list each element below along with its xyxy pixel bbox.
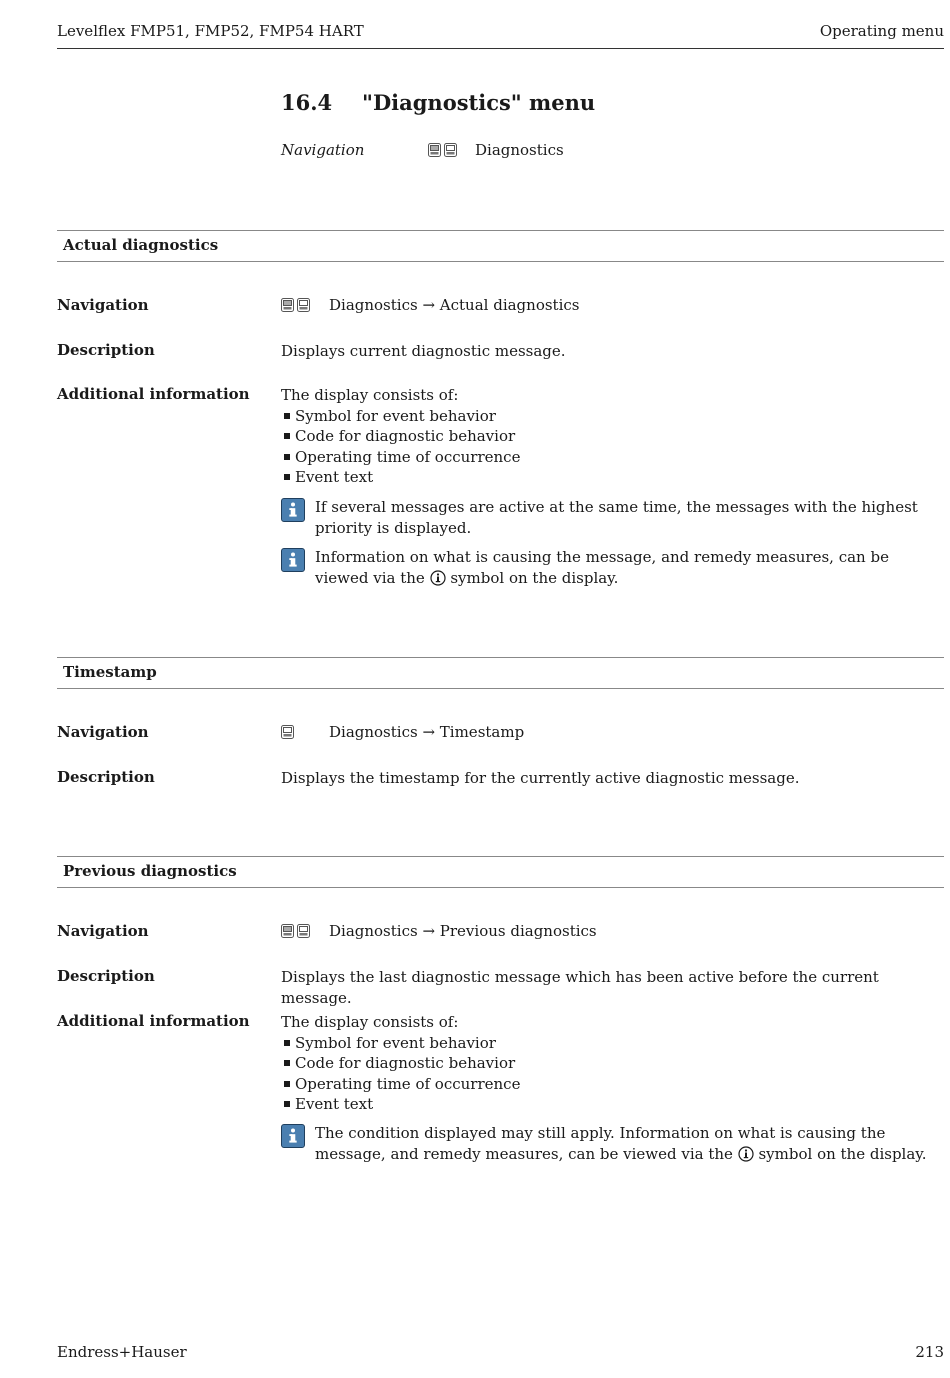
param-title: Actual diagnostics [63,236,219,254]
param-header-actual-diagnostics [57,230,944,262]
navigation-path: Diagnostics → Actual diagnostics [329,296,580,314]
description-text: Displays current diagnostic message. [281,342,566,360]
description-label: Description [57,768,155,786]
description-label: Description [57,341,155,359]
note-text-end: symbol on the display. [758,1144,927,1163]
param-header-previous-diagnostics [57,856,944,888]
navigation-label: Navigation [57,922,149,940]
navigation-path: Diagnostics → Timestamp [329,723,525,741]
navigation-label: Navigation [57,723,149,741]
info-note-text: If several messages are active at the same time, the messages with the highest priority is displayed. [315,498,918,537]
list-item: Symbol for event behavior [281,1033,944,1054]
nav-icons [281,922,313,940]
navigation-label: Navigation [57,296,149,314]
description-label: Description [57,967,155,985]
expert-mode-icon [281,298,294,312]
info-icon [281,498,305,522]
section-nav-path: Diagnostics [475,141,564,159]
info-icon [281,548,305,572]
param-title: Timestamp [63,663,157,681]
note-text-start: The condition displayed may still apply. Information on what is causing the message, and remedy measures, can be viewed via the [315,1124,886,1163]
list-item: Operating time of occurrence [281,447,944,468]
list-item: Code for diagnostic behavior [281,1053,944,1074]
operating-icon [297,924,310,938]
info-note [281,497,944,538]
info-note [281,547,944,588]
param-header-timestamp [57,657,944,689]
operating-icon [297,298,310,312]
info-symbol-icon [430,570,446,586]
operating-icon [444,143,457,157]
info-symbol-icon [738,1146,754,1162]
operating-icon [281,725,294,739]
additional-info [281,1012,944,1115]
param-title: Previous diagnostics [63,862,237,880]
list-item: Event text [281,467,944,488]
page-number: 213 [915,1343,944,1361]
nav-icons [281,723,297,741]
additional-info-label: Additional information [57,385,250,403]
section-nav-label: Navigation [281,141,365,159]
list-item: Event text [281,1094,944,1115]
info-icon [281,1124,305,1148]
section-number: 16.4 [281,90,333,115]
additional-info-intro: The display consists of: [281,386,459,404]
section-title: "Diagnostics" menu [362,90,596,115]
info-note-text [315,1123,944,1164]
footer-company: Endress+Hauser [57,1343,187,1361]
additional-info [281,385,944,488]
header-rule [57,48,944,49]
running-header-chapter: Operating menu [819,22,944,40]
additional-info-label: Additional information [57,1012,250,1030]
section-nav-icons [428,141,460,159]
description-text: Displays the timestamp for the currently active diagnostic message. [281,769,800,787]
expert-mode-icon [281,924,294,938]
nav-icons [281,296,313,314]
display-elements-list [281,1033,944,1115]
navigation-path: Diagnostics → Previous diagnostics [329,922,597,940]
expert-mode-icon [428,143,441,157]
additional-info-intro: The display consists of: [281,1013,459,1031]
list-item: Code for diagnostic behavior [281,426,944,447]
note-text-start: Information on what is causing the message, and remedy measures, can be viewed via the [315,548,889,587]
info-note-text [315,547,944,588]
running-header-title: Levelflex FMP51, FMP52, FMP54 HART [57,22,364,40]
info-note [281,1123,944,1164]
display-elements-list [281,406,944,488]
list-item: Symbol for event behavior [281,406,944,427]
list-item: Operating time of occurrence [281,1074,944,1095]
note-text-end: symbol on the display. [450,568,619,587]
description-text: Displays the last diagnostic message which has been active before the current message. [281,968,879,1007]
